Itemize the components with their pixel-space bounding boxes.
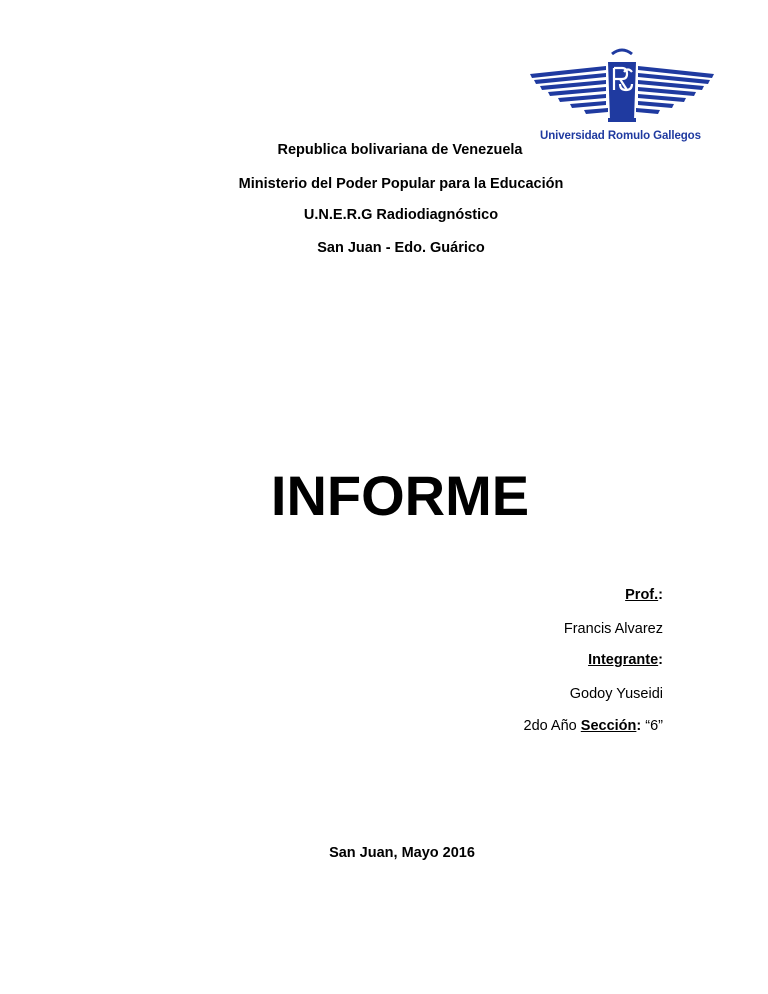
year-value: 2do Año <box>523 718 577 734</box>
professor-label: Prof. <box>625 587 659 603</box>
integrante-label-line <box>588 652 663 668</box>
seccion-label: Sección <box>580 718 637 734</box>
place-date-footer: San Juan, Mayo 2016 <box>329 845 475 861</box>
seccion-colon: : <box>636 718 642 734</box>
country-line: Republica bolivariana de Venezuela <box>277 142 523 158</box>
page-title: INFORME <box>270 464 530 527</box>
integrante-colon: : <box>658 652 663 668</box>
university-logo <box>528 44 718 154</box>
ministry-line: Ministerio del Poder Popular para la Educación <box>238 176 564 192</box>
winged-emblem-icon <box>528 44 718 134</box>
year-section-line <box>524 718 663 734</box>
integrante-name: Godoy Yuseidi <box>569 686 663 702</box>
professor-colon: : <box>658 587 663 603</box>
seccion-value: “6” <box>645 718 663 734</box>
logo-caption: Universidad Romulo Gallegos <box>540 130 701 142</box>
professor-label-line <box>625 587 663 603</box>
university-program-line: U.N.E.R.G Radiodiagnóstico <box>303 207 499 223</box>
location-line: San Juan - Edo. Guárico <box>317 240 485 256</box>
integrante-label: Integrante <box>588 652 659 668</box>
professor-name: Francis Alvarez <box>563 621 663 637</box>
